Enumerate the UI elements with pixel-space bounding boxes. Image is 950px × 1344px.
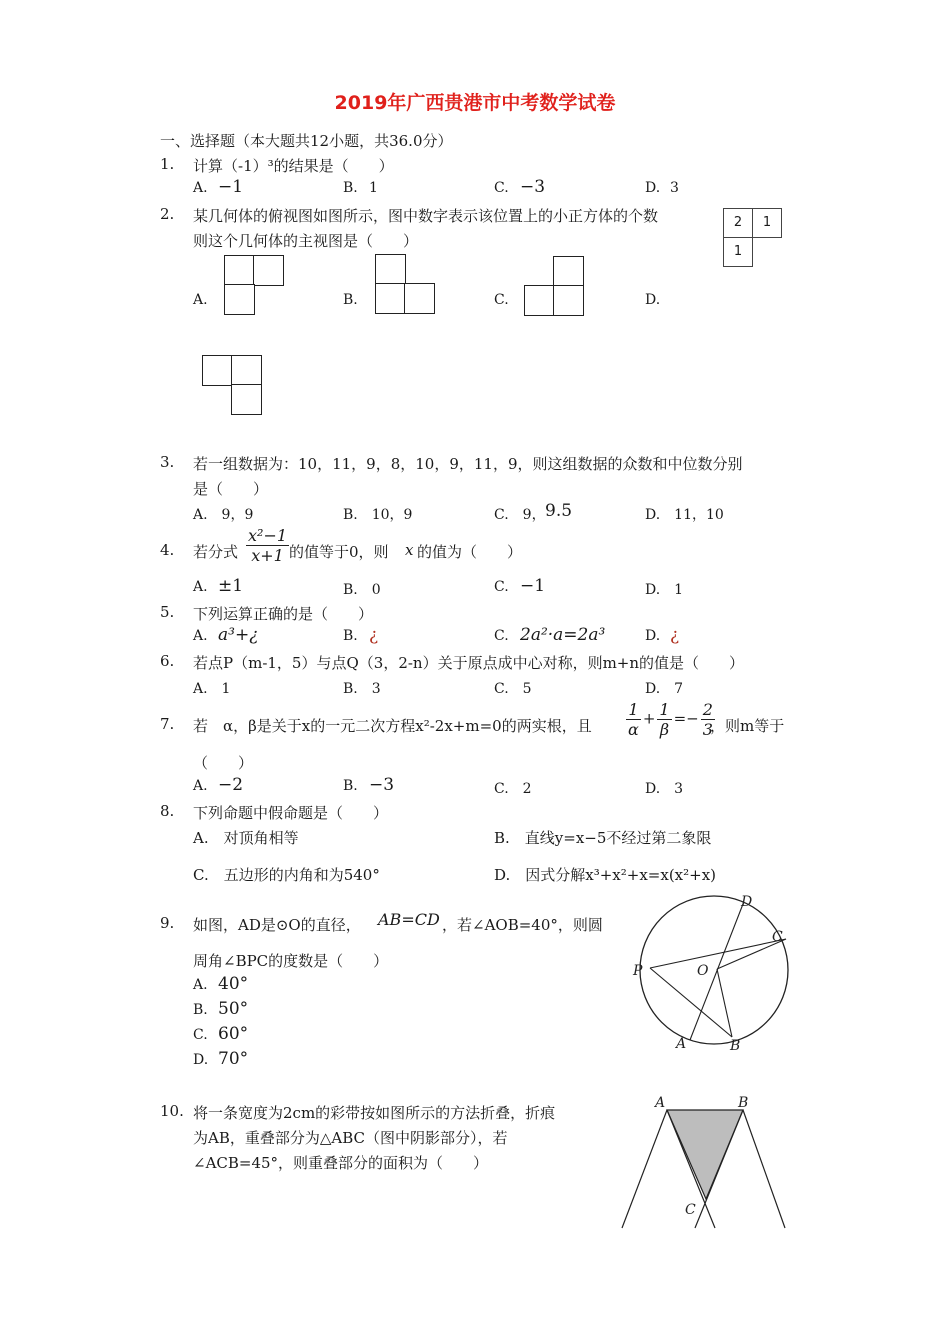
q9-option-d-value: 70° xyxy=(218,1049,249,1069)
q2-top-view-cell: 1 xyxy=(723,237,753,267)
q3-option-a: A. 9，9 xyxy=(193,507,254,523)
q8-option-c: C. 五边形的内角和为540° xyxy=(193,866,380,884)
q5-option-c-label: C. xyxy=(494,628,509,644)
q7-frac3-num: 2 xyxy=(702,700,713,719)
q1-option-d-label: D. xyxy=(645,180,661,196)
q9-option-b-value: 50° xyxy=(218,999,249,1019)
q6-number: 6. xyxy=(160,652,175,670)
q2-option-b-label: B. xyxy=(343,292,358,308)
q9-label-p: P xyxy=(633,963,643,979)
q2-option-a-label: A. xyxy=(193,292,208,308)
q5-option-d-label: D. xyxy=(645,628,661,644)
q3-option-b: B. 10，9 xyxy=(343,507,413,523)
q7-option-d: D. 3 xyxy=(645,781,684,797)
q4-option-c-label: C. xyxy=(494,579,509,595)
q4-fraction-numerator: x²−1 xyxy=(248,526,288,545)
q7-text2: ，则m等于 xyxy=(710,717,785,735)
q5-option-a-label: A. xyxy=(193,628,208,644)
q2-top-view-cell: 2 xyxy=(723,208,753,238)
q9-label-a: A xyxy=(676,1036,687,1052)
q9-text2: 周角∠BPC的度数是（ ） xyxy=(193,952,389,970)
q9-number: 9. xyxy=(160,914,175,932)
q4-option-c-value: −1 xyxy=(520,576,546,596)
q5-text: 下列运算正确的是（ ） xyxy=(193,605,374,623)
q3-text-line2: 是（ ） xyxy=(193,480,269,498)
q7-frac1-den: α xyxy=(628,720,639,739)
q7-equals: =− xyxy=(673,709,699,728)
q3-option-c-value: 9.5 xyxy=(545,501,573,521)
q9-option-b-label: B. xyxy=(193,1002,208,1018)
q1-option-a-label: A. xyxy=(193,180,208,196)
q10-label-a: A xyxy=(655,1095,666,1111)
q2-text-line1: 某几何体的俯视图如图所示，图中数字表示该位置上的小正方体的个数 xyxy=(193,207,659,225)
q10-label-b: B xyxy=(738,1095,749,1111)
q6-option-b: B. 3 xyxy=(343,681,381,697)
q4-suffix: 的值等于0，则 xyxy=(289,543,389,561)
q4-fraction-denominator: x+1 xyxy=(251,546,284,565)
q10-ribbon-figure xyxy=(615,1088,795,1233)
q9-label-o: O xyxy=(697,963,709,979)
q8-number: 8. xyxy=(160,802,175,820)
q5-option-c-value: 2a²·a=2a³ xyxy=(520,625,606,645)
q5-option-b-label: B. xyxy=(343,628,358,644)
q4-number: 4. xyxy=(160,541,175,559)
q8-option-a: A. 对顶角相等 xyxy=(193,829,299,847)
q3-number: 3. xyxy=(160,453,175,471)
q10-number: 10. xyxy=(160,1102,184,1120)
page-title: 2019年广西贵港市中考数学试卷 xyxy=(334,92,616,114)
q7-frac3-den: 3 xyxy=(702,720,713,739)
q3-option-c: C. 9， xyxy=(494,507,546,523)
q5-option-a-value: a³+¿ xyxy=(218,625,259,645)
q2-option-d-label: D. xyxy=(645,292,661,308)
q4-option-d: D. 1 xyxy=(645,582,684,598)
q1-option-b-value: 1 xyxy=(369,180,378,196)
q1-text: 计算（-1）³的结果是（ ） xyxy=(193,157,394,175)
q2-option-c-label: C. xyxy=(494,292,509,308)
q5-option-d-value: ¿ xyxy=(670,625,680,645)
q4-option-a-label: A. xyxy=(193,579,208,595)
q10-text-line3: ∠ACB=45°，则重叠部分的面积为（ ） xyxy=(193,1154,489,1172)
q9-label-b: B xyxy=(730,1038,741,1054)
q1-option-c-value: −3 xyxy=(520,177,546,197)
q7-option-c: C. 2 xyxy=(494,781,532,797)
q7-option-a-value: −2 xyxy=(218,775,244,795)
q7-text1: 若 α，β是关于x的一元二次方程x²-2x+m=0的两实根，且 xyxy=(193,717,592,735)
q9-option-a-label: A. xyxy=(193,977,208,993)
q8-text: 下列命题中假命题是（ ） xyxy=(193,804,389,822)
q1-option-d-value: 3 xyxy=(670,180,679,196)
q7-paren: （ ） xyxy=(193,754,254,772)
q9-text1b: ，若∠AOB=40°，则圆 xyxy=(442,916,603,934)
q3-text-line1: 若一组数据为：10，11，9，8，10，9，11，9，则这组数据的众数和中位数分别 xyxy=(193,455,743,473)
q2-text-line2: 则这个几何体的主视图是（ ） xyxy=(193,232,419,250)
q6-option-d: D. 7 xyxy=(645,681,684,697)
q9-option-d-label: D. xyxy=(193,1052,209,1068)
section-heading: 一、选择题（本大题共12小题，共36.0分） xyxy=(160,132,453,150)
q5-number: 5. xyxy=(160,603,175,621)
q10-label-c: C xyxy=(685,1202,696,1218)
q1-number: 1. xyxy=(160,155,175,173)
q1-option-a-value: −1 xyxy=(218,177,244,197)
q7-option-b-label: B. xyxy=(343,778,358,794)
q3-option-d: D. 11，10 xyxy=(645,507,724,523)
q1-option-c-label: C. xyxy=(494,180,509,196)
q7-option-b-value: −3 xyxy=(369,775,395,795)
q9-option-c-label: C. xyxy=(193,1027,208,1043)
q6-option-c: C. 5 xyxy=(494,681,532,697)
q8-option-d: D. 因式分解x³+x²+x=x(x²+x) xyxy=(494,866,717,884)
q1-option-b-label: B. xyxy=(343,180,358,196)
q6-option-a: A. 1 xyxy=(193,681,231,697)
q10-shaded-triangle xyxy=(667,1110,743,1199)
q9-label-d: D xyxy=(741,894,753,910)
q9-option-a-value: 40° xyxy=(218,974,249,994)
q4-variable: x xyxy=(405,541,414,559)
q9-circle-figure xyxy=(625,890,795,1060)
q4-fraction xyxy=(244,526,291,565)
q9-label-c: C xyxy=(772,929,783,945)
q7-frac1-num: 1 xyxy=(626,700,641,720)
q9-text1a: 如图，AD是⊙O的直径， xyxy=(193,916,361,934)
q2-number: 2. xyxy=(160,205,175,223)
q4-option-a-value: ±1 xyxy=(218,576,244,596)
q7-frac2-den: β xyxy=(659,720,670,739)
q8-option-b: B. 直线y=x−5不经过第二象限 xyxy=(494,829,712,847)
q9-option-c-value: 60° xyxy=(218,1024,249,1044)
q9-arc-equation: AB=CD xyxy=(378,910,440,929)
q4-suffix2: 的值为（ ） xyxy=(417,543,523,561)
q6-text: 若点P（m-1，5）与点Q（3，2-n）关于原点成中心对称，则m+n的值是（ ） xyxy=(193,654,745,672)
q5-option-b-value: ¿ xyxy=(369,625,379,645)
q10-text-line1: 将一条宽度为2cm的彩带按如图所示的方法折叠，折痕 xyxy=(193,1104,556,1122)
q7-number: 7. xyxy=(160,715,175,733)
q7-fraction-expr xyxy=(624,700,717,739)
q2-top-view-cell: 1 xyxy=(752,208,782,238)
q7-option-a-label: A. xyxy=(193,778,208,794)
q10-text-line2: 为AB，重叠部分为△ABC（图中阴影部分），若 xyxy=(193,1129,508,1147)
q4-prefix: 若分式 xyxy=(193,543,239,561)
q4-option-b: B. 0 xyxy=(343,582,381,598)
q7-plus: + xyxy=(642,709,656,728)
q7-frac2-num: 1 xyxy=(659,700,670,719)
